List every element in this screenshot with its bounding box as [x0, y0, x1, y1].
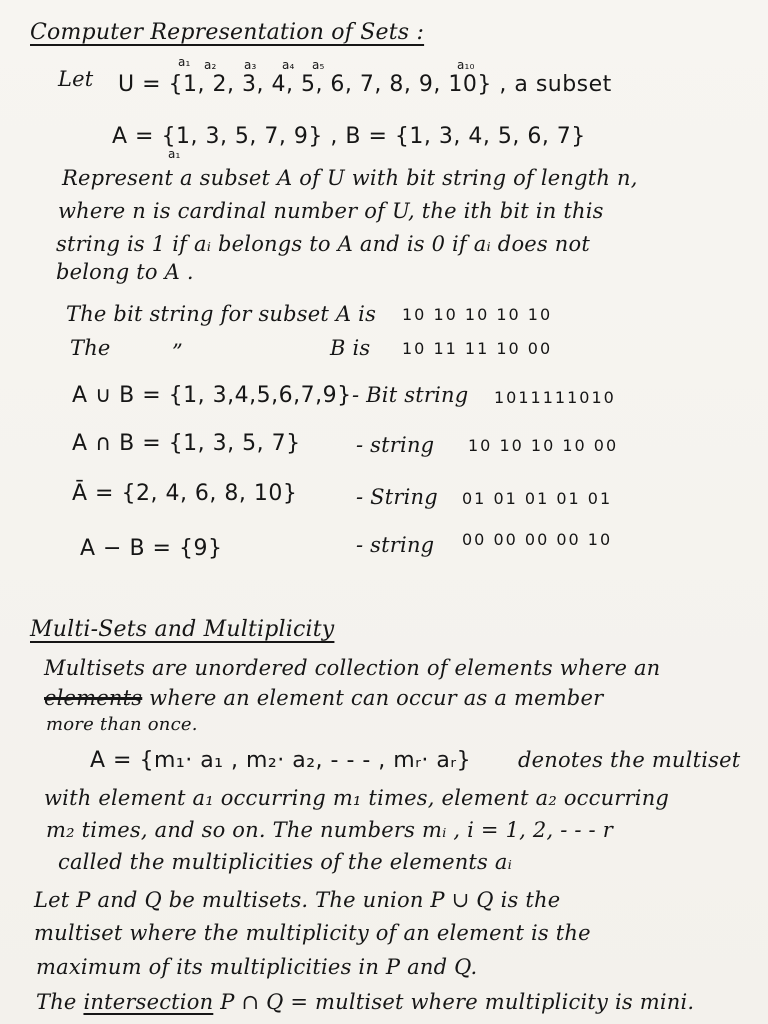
multiset-line-2-rest: where an element can occur as a member	[149, 686, 604, 710]
multiset-line-6: m₂ times, and so on. The numbers mᵢ , i = 1, 2, - - - r	[46, 818, 613, 842]
bit-string-b-the: The	[70, 336, 111, 360]
struck-word: elements	[44, 686, 143, 710]
bit-string-b-value: 10 11 11 10 00	[402, 339, 553, 358]
multiset-line-8: Let P and Q be multisets. The union P ∪ Q is the	[34, 888, 561, 912]
line-11-rest: P ∩ Q = multiset where multiplicity is mini.	[220, 990, 695, 1014]
multiset-line-11	[36, 990, 694, 1014]
paragraph-line-3: string is 1 if aᵢ belongs to A and is 0 if aᵢ does not	[56, 232, 590, 256]
bit-string-b-label: B is	[330, 336, 371, 360]
union-expression: A ∪ B = {1, 3,4,5,6,7,9}	[72, 383, 352, 408]
sets-a-and-b: A = {1, 3, 5, 7, 9} , B = {1, 3, 4, 5, 6, 7}	[112, 124, 586, 149]
intersection-word: intersection	[83, 990, 214, 1014]
label-a4: a₄	[282, 58, 295, 72]
union-desc: - Bit string	[352, 383, 469, 407]
multiset-formula: A = {m₁· a₁ , m₂· a₂, - - - , mᵣ· aᵣ}	[90, 748, 472, 773]
ditto-mark: ”	[172, 340, 183, 364]
line-11-pre: The	[36, 990, 77, 1014]
complement-expression: Ā = {2, 4, 6, 8, 10}	[72, 481, 298, 506]
intersection-desc: - string	[356, 433, 435, 457]
difference-bits: 00 00 00 00 10	[462, 530, 613, 549]
label-a3: a₃	[244, 58, 257, 72]
paragraph-line-1: Represent a subset A of U with bit string of length n,	[62, 166, 638, 190]
section-title-multisets: Multi-Sets and Multiplicity	[30, 617, 335, 642]
multiset-line-5: with element a₁ occurring m₁ times, element a₂ occurring	[44, 786, 670, 810]
bit-string-a-label: The bit string for subset A is	[66, 302, 377, 326]
intersection-bits: 10 10 10 10 00	[468, 436, 619, 455]
complement-bits: 01 01 01 01 01	[462, 489, 613, 508]
universe-set: U = {1, 2, 3, 4, 5, 6, 7, 8, 9, 10} , a subset	[118, 72, 612, 97]
union-bits: 1011111010	[494, 388, 616, 407]
difference-expression: A − B = {9}	[80, 536, 223, 561]
multiset-line-2	[44, 686, 603, 710]
multiset-line-7: called the multiplicities of the elements aᵢ	[58, 850, 513, 874]
label-a5: a₅	[312, 58, 325, 72]
multiset-line-1: Multisets are unordered collection of elements where an	[44, 656, 661, 680]
let-word: Let	[58, 67, 94, 91]
multiset-line-9: multiset where the multiplicity of an element is the	[34, 921, 591, 945]
intersection-expression: A ∩ B = {1, 3, 5, 7}	[72, 431, 301, 456]
label-a1: a₁	[178, 55, 191, 69]
section-title-computer-representation: Computer Representation of Sets :	[30, 20, 425, 45]
complement-desc: - String	[356, 485, 438, 509]
label-a2: a₂	[204, 58, 217, 72]
label-a10: a₁₀	[457, 58, 475, 72]
multiset-formula-tail: denotes the multiset	[518, 748, 741, 772]
bit-string-a-value: 10 10 10 10 10	[402, 305, 553, 324]
paragraph-line-4: belong to A .	[56, 260, 194, 284]
paragraph-line-2: where n is cardinal number of U, the ith bit in this	[58, 199, 604, 223]
label-a1-under: a₁	[168, 147, 181, 161]
multiset-line-10: maximum of its multiplicities in P and Q.	[36, 955, 478, 979]
difference-desc: - string	[356, 533, 435, 557]
multiset-line-3: more than once.	[46, 714, 198, 735]
